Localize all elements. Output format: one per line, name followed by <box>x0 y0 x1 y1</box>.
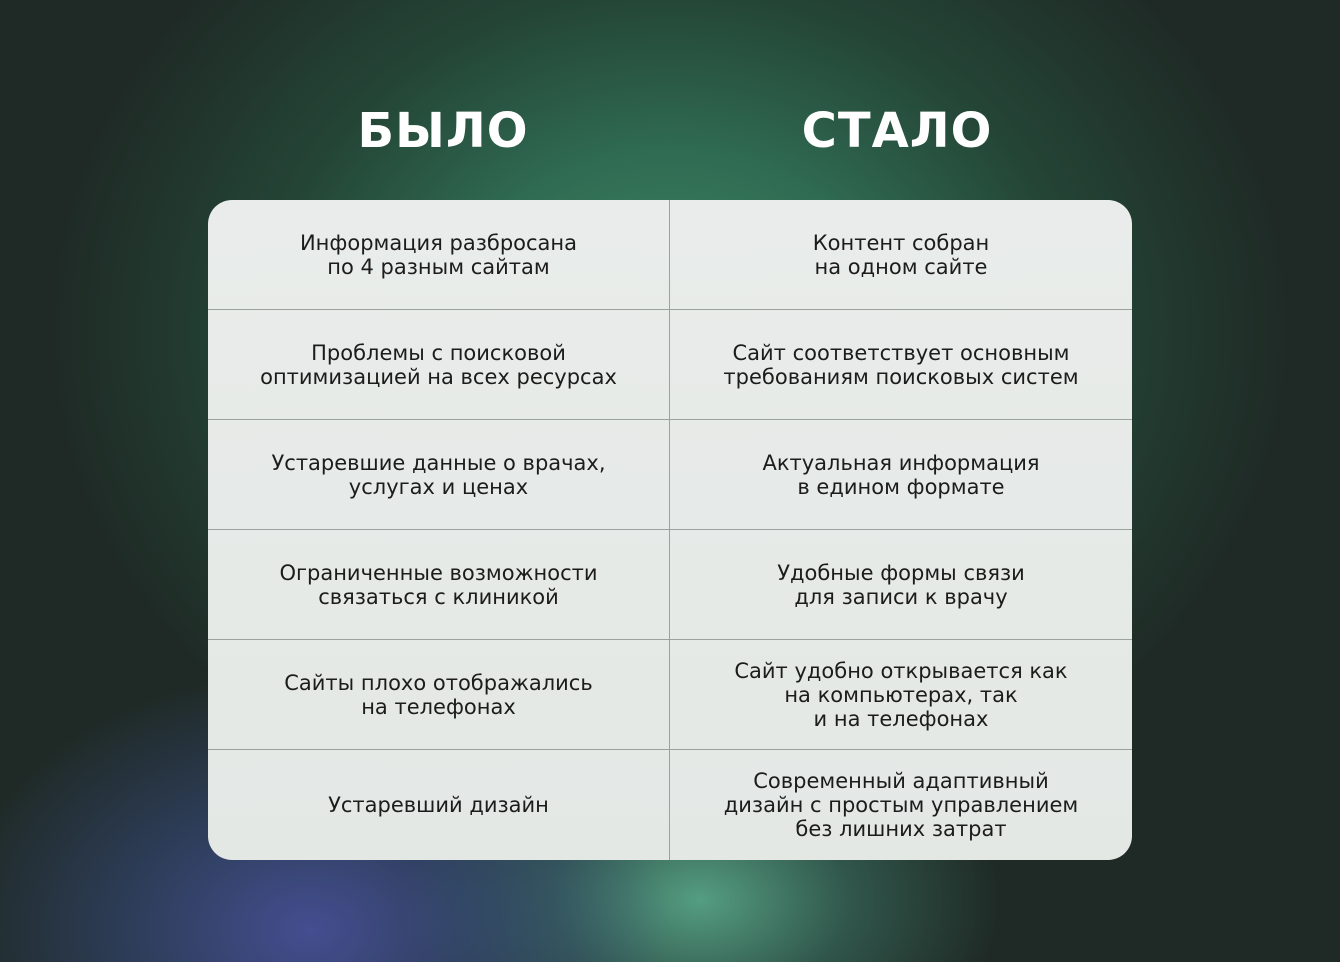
after-text-5: Сайт удобно открывается как на компьютерах, так и на телефонах <box>734 658 1068 731</box>
before-cell-2 <box>208 310 670 420</box>
comparison-table <box>208 200 1132 860</box>
after-text-1: Контент собран на одном сайте <box>812 230 990 279</box>
after-text-2: Сайт соответствует основным требованиям поисковых систем <box>723 340 1079 389</box>
before-text-4: Ограниченные возможности связаться с клиникой <box>279 560 598 609</box>
after-cell-2 <box>670 310 1132 420</box>
before-text-6: Устаревший дизайн <box>328 793 549 817</box>
after-cell-1 <box>670 200 1132 310</box>
after-cell-6 <box>670 750 1132 860</box>
before-heading: БЫЛО <box>357 103 529 159</box>
after-cell-5 <box>670 640 1132 750</box>
before-cell-6 <box>208 750 670 860</box>
after-heading: СТАЛО <box>801 103 993 159</box>
before-cell-1 <box>208 200 670 310</box>
after-text-4: Удобные формы связи для записи к врачу <box>777 560 1025 609</box>
before-text-2: Проблемы с поисковой оптимизацией на всех ресурсах <box>260 340 617 389</box>
before-text-1: Информация разбросана по 4 разным сайтам <box>299 230 578 279</box>
after-text-6: Современный адаптивный дизайн с простым управлением без лишних затрат <box>723 769 1079 841</box>
after-cell-4 <box>670 530 1132 640</box>
after-text-3: Актуальная информация в едином формате <box>762 450 1040 499</box>
after-cell-3 <box>670 420 1132 530</box>
before-cell-4 <box>208 530 670 640</box>
before-cell-3 <box>208 420 670 530</box>
before-text-5: Сайты плохо отображались на телефонах <box>284 670 593 719</box>
before-text-3: Устаревшие данные о врачах, услугах и ценах <box>271 450 606 499</box>
before-cell-5 <box>208 640 670 750</box>
